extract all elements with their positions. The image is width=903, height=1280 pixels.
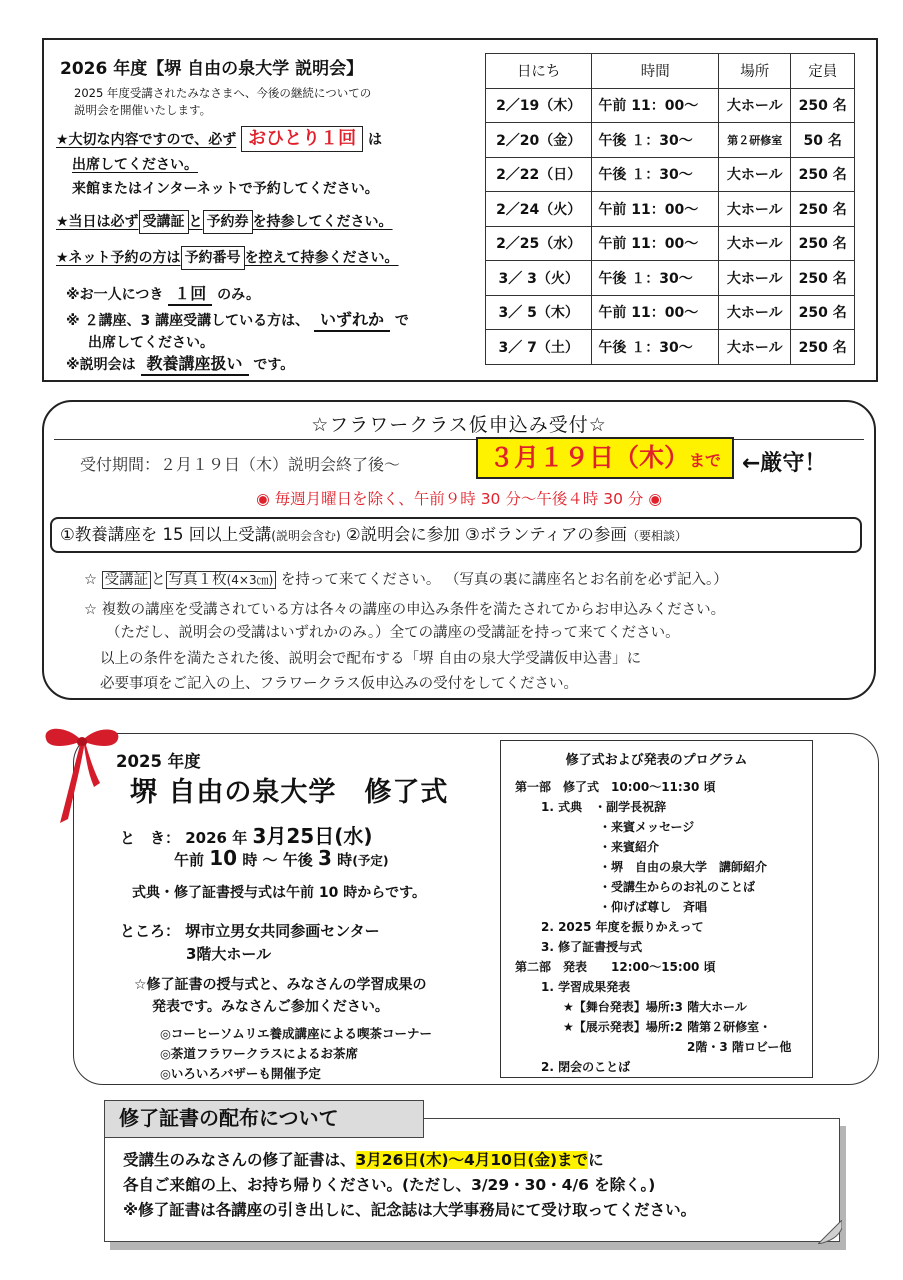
when-dow: (水): [334, 824, 373, 848]
header-time: 時間: [592, 54, 719, 89]
certificate-heading: 修了証書の配布について: [104, 1100, 424, 1138]
program-line: ・受講生からのお礼のことば: [599, 880, 756, 894]
cell-time: 午後 １：30～: [592, 330, 719, 365]
multiple-line-1: 複数の講座を受講されている方は各々の講座の申込み条件を満たされてからお申込みください。: [101, 602, 726, 618]
cell-place: 大ホール: [719, 88, 791, 123]
important-post: は: [368, 132, 383, 148]
note2-cont: 出席してください。: [88, 335, 214, 351]
certificate-line-3: ※修了証書は各講座の引き出しに、記念誌は大学事務局にて受け取ってください。: [123, 1201, 697, 1219]
note3-post: です。: [253, 357, 295, 373]
table-row: [486, 295, 855, 330]
briefing-title: 2026 年度【堺 自由の泉大学 説明会】: [60, 59, 364, 79]
star-icon: ☆: [84, 602, 97, 618]
note2-pre: ※ ２講座、3 講座受講している方は、: [66, 313, 310, 329]
photo-label: 写真１枚: [168, 572, 227, 588]
ceremony-year: 2025 年度: [116, 752, 201, 771]
extra-tea: ◎茶道フラワークラスによるお茶席: [160, 1046, 359, 1061]
net-post: を控えて持参ください。: [244, 250, 399, 266]
program-line: 2. 2025 年度を振りかえって: [541, 920, 704, 934]
cell-capacity: 250 名: [791, 330, 855, 365]
star-line-2: 発表です。みなさんご参加ください。: [152, 999, 389, 1015]
cell-place: 大ホール: [719, 261, 791, 296]
cell-capacity: 250 名: [791, 226, 855, 261]
note3-pre: ※説明会は: [66, 357, 136, 373]
schedule-table: [485, 53, 855, 365]
important-pre: ★大切な内容ですので、必ず: [56, 132, 237, 148]
condition-1: ①教養講座を 15 回以上受講: [60, 525, 272, 544]
note-multi: [66, 310, 409, 332]
flower-class-section: [42, 400, 876, 700]
ceremony-date: [120, 820, 373, 849]
note1-pre: ※お一人につき: [66, 287, 164, 303]
condition-3-note: （要相談）: [626, 529, 687, 543]
deadline-until: まで: [689, 451, 722, 470]
cell-place: 大ホール: [719, 157, 791, 192]
note3-underline: 教養講座扱い: [141, 354, 249, 376]
header-capacity: 定員: [791, 54, 855, 89]
line1-pre: 受講生のみなさんの修了証書は、: [123, 1151, 356, 1169]
program-line: ・来賓紹介: [599, 840, 660, 854]
excluding-mondays-notice: ◉ 毎週月曜日を除く、午前９時 30 分～午後４時 30 分 ◉: [256, 490, 662, 508]
item-multiple: [84, 598, 725, 619]
cell-date: 3／ 7（土）: [486, 330, 592, 365]
briefing-section: [42, 38, 878, 382]
program-line: 3. 修了証書授与式: [541, 940, 643, 954]
bring-box-ticket: 予約券: [203, 210, 253, 234]
cell-place: 大ホール: [719, 226, 791, 261]
when-date: 3月25日: [252, 824, 335, 848]
certificate-line-2: 各自ご来館の上、お持ち帰りください。(ただし、3/29・30・4/6 を除く。): [123, 1176, 656, 1194]
cell-time: 午前 11：00～: [592, 88, 719, 123]
attend-text: 出席してください。: [72, 157, 198, 173]
ribbon-icon: [38, 723, 128, 827]
item-post: を持って来てください。: [280, 572, 441, 588]
title-divider: [54, 439, 864, 440]
note1-underline: １回: [168, 284, 212, 306]
cell-date: 2／19（木）: [486, 88, 592, 123]
place-line-2: 3階大ホール: [186, 945, 272, 963]
cell-place: 大ホール: [719, 192, 791, 227]
net-line: [56, 246, 399, 270]
note2-post: で: [394, 313, 409, 329]
place-label: ところ：: [120, 922, 181, 940]
important-line: [56, 126, 382, 152]
program-line: 2階・3 階ロビー他: [687, 1040, 792, 1054]
deadline-box: [476, 437, 734, 479]
cell-date: 2／22（日）: [486, 157, 592, 192]
program-line: ★【舞台発表】場所:3 階大ホール: [563, 1000, 747, 1014]
cell-capacity: 250 名: [791, 261, 855, 296]
after-line-2: 必要事項をご記入の上、フラワークラス仮申込みの受付をしてください。: [100, 676, 579, 692]
condition-2: ②説明会に参加: [345, 525, 460, 544]
header-date: 日にち: [486, 54, 592, 89]
time-mid: 時 ～ 午後: [242, 851, 313, 869]
time-end-hour: 3: [318, 846, 332, 870]
ceremony-title: 堺 自由の泉大学 修了式: [130, 777, 449, 808]
cell-time: 午前 11：00～: [592, 226, 719, 261]
extra-bazaar: ◎いろいろバザーも開催予定: [160, 1066, 321, 1081]
reserve-text: 来館またはインターネットで予約してください。: [72, 181, 379, 197]
cell-capacity: 50 名: [791, 123, 855, 158]
net-pre: ★ネット予約の方は: [56, 250, 181, 266]
cell-time: 午前 11：00～: [592, 295, 719, 330]
star-icon: ☆: [84, 572, 97, 588]
program-line: 1. 式典 ・副学長祝辞: [541, 800, 667, 814]
item-box-photo: [166, 571, 277, 589]
place-line-1: 堺市立男女共同参画センター: [185, 922, 380, 940]
program-line: ★【展示発表】場所:2 階第２研修室・: [563, 1020, 772, 1034]
net-box: 予約番号: [181, 246, 245, 270]
bring-mid: と: [188, 214, 203, 230]
note1-post: のみ。: [217, 287, 260, 303]
program-line: 第二部 発表 12:00～15:00 頃: [515, 960, 716, 974]
condition-1-note: (説明会含む): [271, 529, 341, 543]
cell-time: 午後 １：30～: [592, 123, 719, 158]
ceremony-time: [174, 846, 389, 870]
cell-place: 大ホール: [719, 295, 791, 330]
briefing-intro: 2025 年度受講されたみなさまへ、今後の継続についての 説明会を開催いたします。: [74, 86, 372, 117]
bring-line: [56, 210, 393, 234]
page-curl-icon: [818, 1220, 842, 1244]
table-row: [486, 261, 855, 296]
time-am: 午前: [174, 851, 205, 869]
after-line-1: 以上の条件を満たされた後、説明会で配布する「堺 自由の泉大学受講仮申込書」に: [100, 651, 642, 667]
flower-title: ☆フラワークラス仮申込み受付☆: [311, 414, 607, 436]
time-start: 10: [209, 846, 238, 870]
table-row: [486, 88, 855, 123]
program-box: [500, 740, 813, 1078]
program-line: 1. 学習成果発表: [541, 980, 631, 994]
program-title: 修了式および発表のプログラム: [565, 753, 748, 768]
bring-box-certificate: 受講証: [139, 210, 189, 234]
when-year: 2026 年: [185, 829, 248, 847]
star-line-1: ☆修了証書の授与式と、みなさんの学習成果の: [134, 977, 427, 993]
bring-pre: ★当日は必ず: [56, 214, 139, 230]
note-lecture: [66, 354, 294, 376]
item-bring: [84, 568, 728, 589]
condition-3: ③ボランティアの参画: [464, 525, 627, 544]
conditions-box: [50, 517, 862, 553]
photo-note: （写真の裏に講座名とお名前を必ず記入。）: [445, 572, 728, 588]
note2-underline: いずれか: [314, 310, 390, 332]
cell-time: 午後 １：30～: [592, 157, 719, 192]
time-end: 時: [337, 851, 353, 869]
table-row: [486, 226, 855, 261]
cell-capacity: 250 名: [791, 192, 855, 227]
application-period: 受付期間：２月１９日（木）説明会終了後～: [80, 455, 401, 474]
item-box-certificate: 受講証: [102, 571, 152, 589]
cell-capacity: 250 名: [791, 88, 855, 123]
cell-time: 午前 11：00～: [592, 192, 719, 227]
cell-date: 2／24（火）: [486, 192, 592, 227]
table-row: [486, 157, 855, 192]
cell-capacity: 250 名: [791, 295, 855, 330]
distribution-period: 3月26日(木)～4月10日(金)まで: [355, 1151, 589, 1169]
table-row: [486, 330, 855, 365]
cell-date: 3／ 5（木）: [486, 295, 592, 330]
cell-place: 第２研修室: [719, 123, 791, 158]
deadline-date: ３月１９日（木）: [488, 443, 689, 472]
bring-post: を持参してください。: [252, 214, 393, 230]
certificate-line-1: [123, 1148, 604, 1170]
table-row: [486, 123, 855, 158]
cell-capacity: 250 名: [791, 157, 855, 192]
extra-coffee: ◎コーヒーソムリエ養成講座による喫茶コーナー: [160, 1026, 433, 1041]
once-per-person-box: おひとり１回: [241, 126, 363, 152]
header-place: 場所: [719, 54, 791, 89]
cell-time: 午後 １：30～: [592, 261, 719, 296]
multiple-line-2: （ただし、説明会の受講はいずれかのみ。）全ての講座の受講証を持って来てください。: [106, 625, 680, 641]
line1-post: に: [588, 1151, 604, 1169]
item-mid: と: [151, 572, 166, 588]
ceremony-place: [120, 920, 380, 941]
cell-date: 2／20（金）: [486, 123, 592, 158]
when-label: と き：: [120, 829, 181, 847]
cell-date: 2／25（水）: [486, 226, 592, 261]
table-row: [486, 192, 855, 227]
program-line: ・来賓メッセージ: [599, 820, 695, 834]
cell-date: 3／ 3（火）: [486, 261, 592, 296]
program-line: ・仰げば尊し 斉唱: [599, 900, 708, 914]
strict-notice: ←厳守！: [742, 451, 827, 476]
program-line: 2. 閉会のことば: [541, 1060, 631, 1074]
note-once: [66, 284, 260, 306]
ceremony-note: 式典・修了証書授与式は午前 10 時からです。: [132, 885, 426, 901]
program-line: ・堺 自由の泉大学 講師紹介: [599, 860, 768, 874]
time-note: (予定): [352, 853, 389, 868]
photo-size: (4×3㎝): [226, 573, 274, 587]
cell-place: 大ホール: [719, 330, 791, 365]
program-line: 第一部 修了式 10:00～11:30 頃: [515, 780, 716, 794]
